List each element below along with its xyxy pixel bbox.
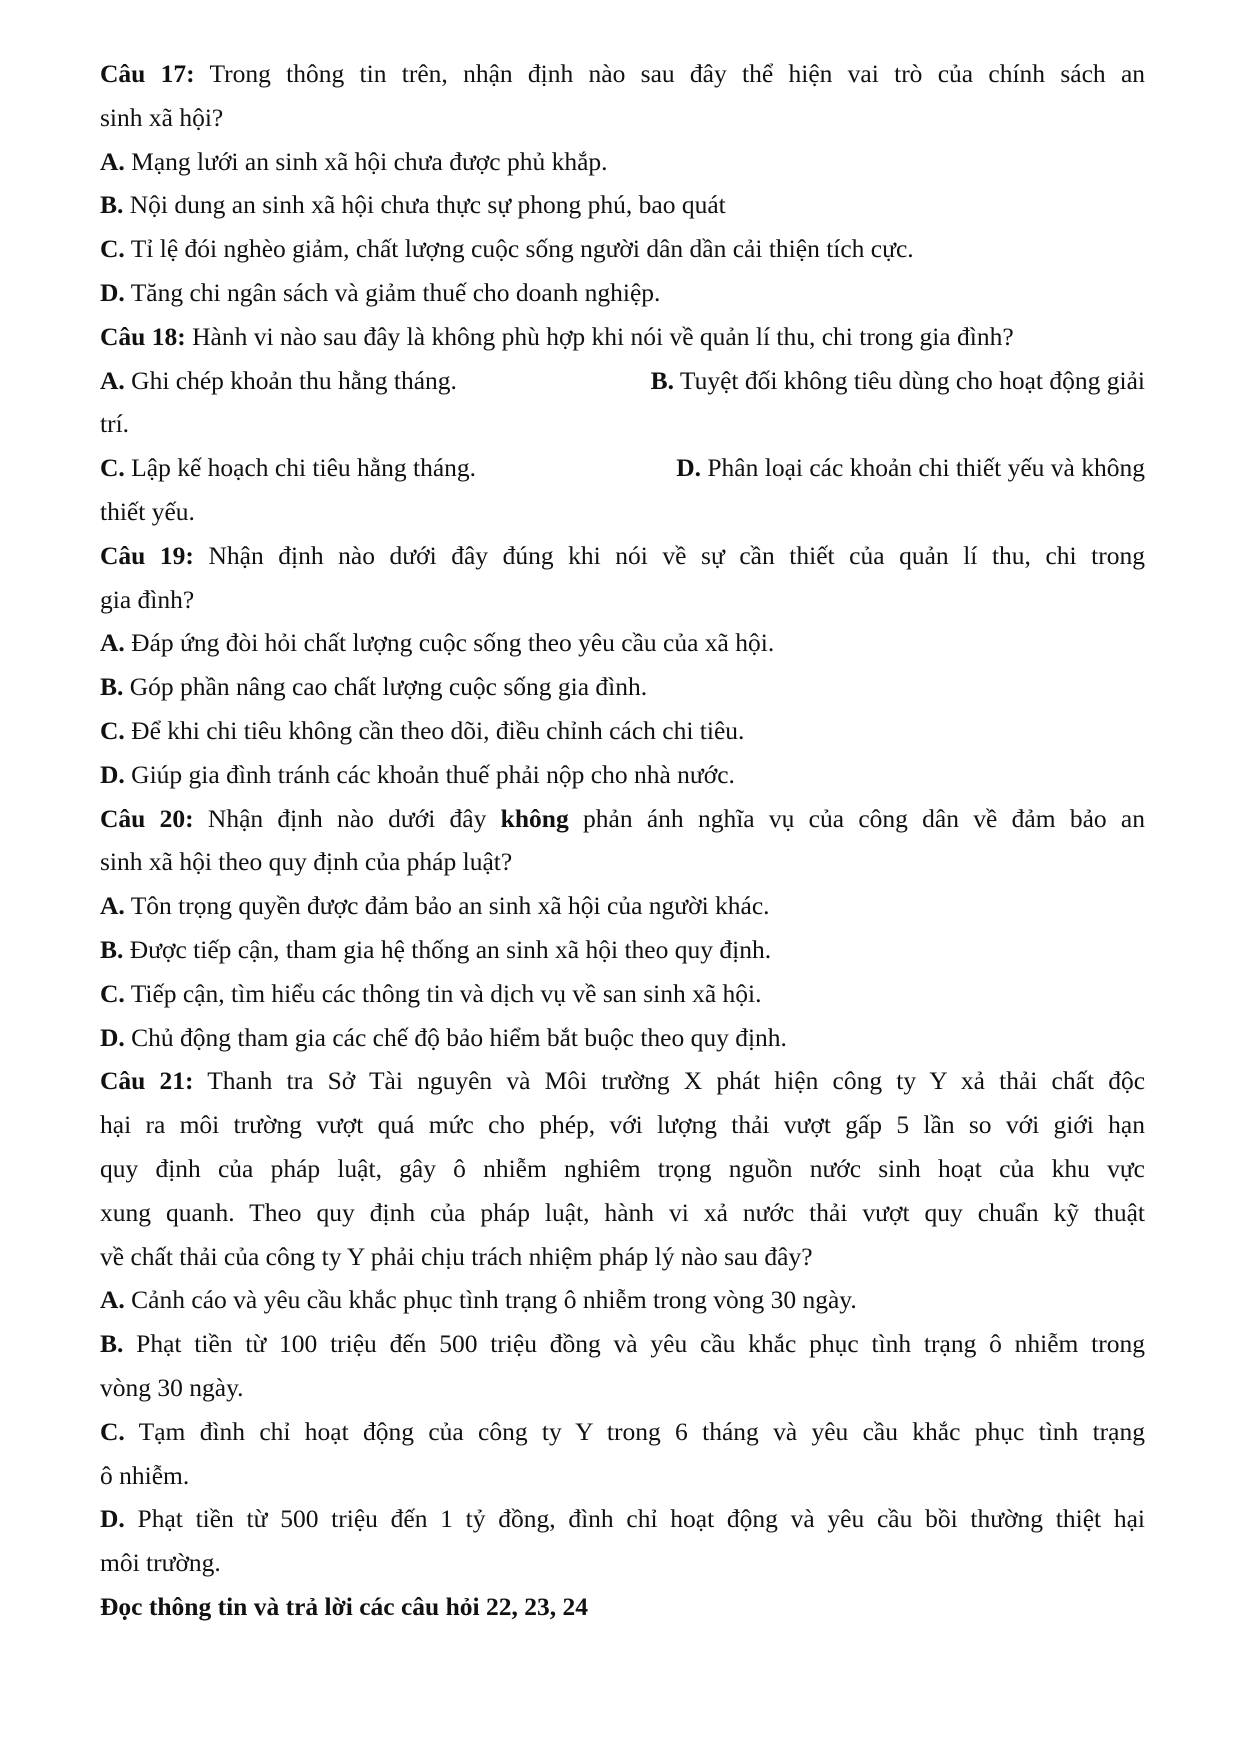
- question-20-option-d: D. Chủ động tham gia các chế độ bảo hiểm bắt buộc theo quy định.: [100, 1022, 787, 1052]
- question-18-stem: Câu 18: Hành vi nào sau đây là không phù hợp khi nói về quản lí thu, chi trong gia đình?: [100, 321, 1014, 351]
- question-17-option-c: C. Tỉ lệ đói nghèo giảm, chất lượng cuộc sống người dân dần cải thiện tích cực.: [100, 234, 914, 264]
- question-18-option-d: D. Phân loại các khoản chi thiết yếu và không: [676, 453, 1145, 483]
- question-21-stem-line4: xung quanh. Theo quy định của pháp luật, hành vi xả nước thải vượt quy chuẩn kỹ thuật: [100, 1197, 1145, 1227]
- question-18-label: Câu 18:: [100, 321, 186, 351]
- question-17-option-a: A. Mạng lưới an sinh xã hội chưa được phủ khắp.: [100, 146, 608, 176]
- question-17-stem: Câu 17: Trong thông tin trên, nhận định nào sau đây thể hiện vai trò của chính sách an: [100, 59, 1146, 88]
- question-21-option-c-cont: ô nhiễm.: [100, 1460, 190, 1490]
- question-19-stem-cont: gia đình?: [100, 584, 195, 614]
- question-19-option-b: B. Góp phần nâng cao chất lượng cuộc sống gia đình.: [100, 672, 648, 702]
- question-18-options-ab: [100, 359, 1145, 403]
- question-21-option-a: A. Cảnh cáo và yêu cầu khắc phục tình trạng ô nhiễm trong vòng 30 ngày.: [100, 1285, 857, 1315]
- question-21-option-d-cont: môi trường.: [100, 1548, 221, 1578]
- question-18-option-b: B. Tuyệt đối không tiêu dùng cho hoạt động giải: [650, 365, 1145, 395]
- exam-page: [100, 52, 1145, 1629]
- question-20-label: Câu 20:: [100, 803, 194, 833]
- question-19-label: Câu 19:: [100, 540, 194, 570]
- question-21-option-c: C. Tạm đình chỉ hoạt động của công ty Y trong 6 tháng và yêu cầu khắc phục tình trạng: [100, 1416, 1145, 1446]
- question-19-option-d: D. Giúp gia đình tránh các khoản thuế phải nộp cho nhà nước.: [100, 759, 735, 789]
- question-21-stem-line3: quy định của pháp luật, gây ô nhiễm nghiêm trọng nguồn nước sinh hoạt của khu vực: [100, 1153, 1145, 1183]
- question-20-emphasis: không: [500, 803, 569, 833]
- question-18-option-a: A. Ghi chép khoản thu hằng tháng.: [100, 365, 457, 395]
- question-20-option-a: A. Tôn trọng quyền được đảm bảo an sinh xã hội của người khác.: [100, 891, 770, 921]
- question-18-option-c: C. Lập kế hoạch chi tiêu hằng tháng.: [100, 453, 477, 483]
- section-heading: Đọc thông tin và trả lời các câu hỏi 22, 23, 24: [100, 1591, 588, 1621]
- question-18-option-d-cont: thiết yếu.: [100, 496, 195, 526]
- question-17-label: Câu 17:: [100, 59, 195, 88]
- question-20-stem-cont: sinh xã hội theo quy định của pháp luật?: [100, 847, 513, 877]
- question-21-option-b: B. Phạt tiền từ 100 triệu đến 500 triệu đồng và yêu cầu khắc phục tình trạng ô nhiễm trong: [100, 1329, 1145, 1359]
- question-17-option-d: D. Tăng chi ngân sách và giảm thuế cho doanh nghiệp.: [100, 277, 661, 307]
- question-19-stem: Câu 19: Nhận định nào dưới đây đúng khi nói về sự cần thiết của quản lí thu, chi trong: [100, 540, 1145, 570]
- question-20-option-b: B. Được tiếp cận, tham gia hệ thống an sinh xã hội theo quy định.: [100, 934, 772, 964]
- question-21-stem-line2: hại ra môi trường vượt quá mức cho phép, với lượng thải vượt gấp 5 lần so với giới hạn: [100, 1110, 1145, 1140]
- question-19-option-c: C. Để khi chi tiêu không cần theo dõi, điều chỉnh cách chi tiêu.: [100, 715, 745, 745]
- question-21-label: Câu 21:: [100, 1066, 194, 1096]
- question-19-option-a: A. Đáp ứng đòi hỏi chất lượng cuộc sống theo yêu cầu của xã hội.: [100, 628, 775, 658]
- question-21-stem-line5: về chất thải của công ty Y phải chịu trách nhiệm pháp lý nào sau đây?: [100, 1241, 813, 1271]
- question-18-options-cd: [100, 446, 1145, 490]
- question-17-option-b: B. Nội dung an sinh xã hội chưa thực sự phong phú, bao quát: [100, 190, 726, 220]
- question-20-option-c: C. Tiếp cận, tìm hiểu các thông tin và dịch vụ về san sinh xã hội.: [100, 978, 762, 1008]
- question-18-option-b-cont: trí.: [100, 409, 130, 439]
- question-17-stem-cont: sinh xã hội?: [100, 102, 224, 132]
- question-21-option-b-cont: vòng 30 ngày.: [100, 1372, 244, 1402]
- question-20-stem: Câu 20: Nhận định nào dưới đây không phản ánh nghĩa vụ của công dân về đảm bảo an: [100, 803, 1145, 833]
- question-21-option-d: D. Phạt tiền từ 500 triệu đến 1 tỷ đồng, đình chỉ hoạt động và yêu cầu bồi thường thiệt hại: [100, 1504, 1145, 1534]
- question-21-stem: Câu 21: Thanh tra Sở Tài nguyên và Môi trường X phát hiện công ty Y xả thải chất độc: [100, 1066, 1146, 1096]
